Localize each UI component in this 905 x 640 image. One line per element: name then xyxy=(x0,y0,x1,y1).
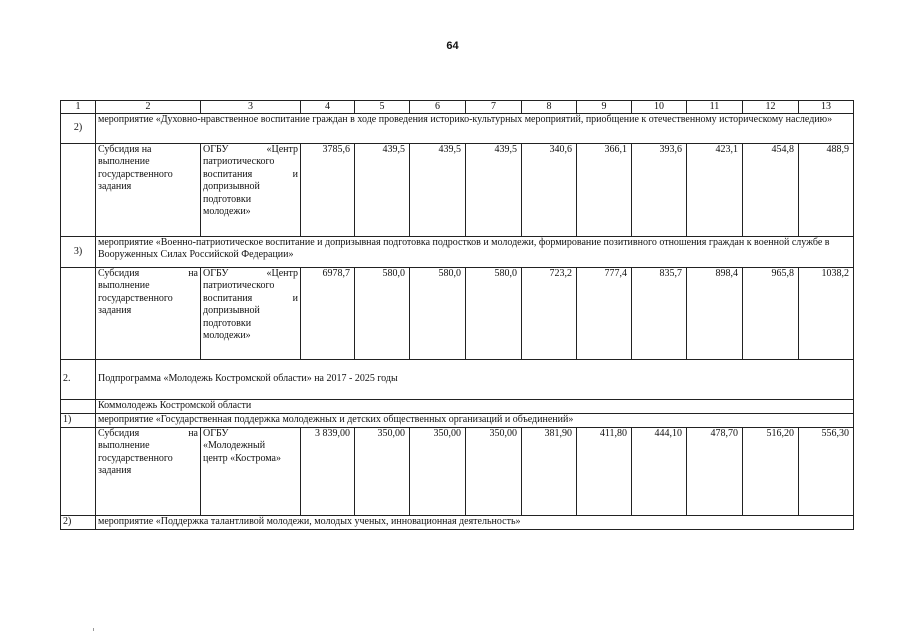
value-cell: 580,0 xyxy=(410,268,466,360)
value-cell: 439,5 xyxy=(466,144,522,237)
column-header: 8 xyxy=(522,101,577,114)
value-cell: 454,8 xyxy=(743,144,799,237)
value-cell: 777,4 xyxy=(577,268,632,360)
column-header: 2 xyxy=(96,101,201,114)
section-index: 2. xyxy=(61,360,96,400)
agency-row xyxy=(61,400,854,414)
value-cell: 723,2 xyxy=(522,268,577,360)
section-title-row xyxy=(61,237,854,268)
page-number: 64 xyxy=(446,40,459,52)
value-cell: 350,00 xyxy=(355,428,410,516)
organization-cell xyxy=(201,268,301,360)
section-title: мероприятие «Военно-патриотическое воспитание и допризывная подготовка подростков и молодежи, формирование позитивного отношения граждан к военной службе в Вооруженных Силах Российской Федерации» xyxy=(96,237,854,268)
section-title: мероприятие «Поддержка талантливой молодежи, молодых ученых, инновационная деятельность» xyxy=(96,516,854,530)
subsidy-line: государственного xyxy=(98,292,173,304)
value-cell: 580,0 xyxy=(355,268,410,360)
subsidy-cell xyxy=(96,144,201,237)
value-cell: 350,00 xyxy=(466,428,522,516)
section-title: мероприятие «Государственная поддержка молодежных и детских общественных организаций и объединений» xyxy=(96,414,854,428)
value-cell: 444,10 xyxy=(632,428,687,516)
section-title-row xyxy=(61,414,854,428)
organization-cell xyxy=(201,428,301,516)
subsidy-cell xyxy=(96,268,201,360)
value-cell: 488,9 xyxy=(799,144,854,237)
empty-cell xyxy=(61,268,96,360)
column-header: 1 xyxy=(61,101,96,114)
value-cell: 580,0 xyxy=(466,268,522,360)
column-header: 11 xyxy=(687,101,743,114)
scan-speck xyxy=(93,628,94,631)
value-cell: 1038,2 xyxy=(799,268,854,360)
value-cell: 411,80 xyxy=(577,428,632,516)
value-cell: 340,6 xyxy=(522,144,577,237)
table-row xyxy=(61,268,854,360)
agency-name: Коммолодежь Костромской области xyxy=(96,400,854,414)
value-cell: 3 839,00 xyxy=(301,428,355,516)
value-cell: 350,00 xyxy=(410,428,466,516)
org-line: ОГБУ «Центр xyxy=(203,268,298,279)
table-row xyxy=(61,428,854,516)
column-header: 6 xyxy=(410,101,466,114)
value-cell: 965,8 xyxy=(743,268,799,360)
organization-cell xyxy=(201,144,301,237)
section-title-row xyxy=(61,114,854,144)
empty-cell xyxy=(61,144,96,237)
org-line: центр «Кострома» xyxy=(203,452,281,464)
column-header: 5 xyxy=(355,101,410,114)
subsidy-line: выполнение xyxy=(98,156,150,168)
org-line: подготовки xyxy=(203,193,252,205)
org-line: воспитания и xyxy=(203,168,298,180)
column-header: 4 xyxy=(301,101,355,114)
org-line: воспитания и xyxy=(203,292,298,304)
column-header: 9 xyxy=(577,101,632,114)
subsidy-line: государственного xyxy=(98,168,173,180)
org-line: ОГБУ «Центр xyxy=(203,144,298,155)
column-header-row xyxy=(61,101,854,114)
subsidy-line: выполнение xyxy=(98,440,150,452)
org-line: патриотического xyxy=(203,280,275,292)
org-line: допризывной xyxy=(203,305,260,317)
subsidy-line: задания xyxy=(98,305,132,317)
value-cell: 516,20 xyxy=(743,428,799,516)
value-cell: 439,5 xyxy=(355,144,410,237)
value-cell: 423,1 xyxy=(687,144,743,237)
value-cell: 3785,6 xyxy=(301,144,355,237)
subsidy-line: Субсидия на xyxy=(98,428,198,439)
value-cell: 898,4 xyxy=(687,268,743,360)
budget-table xyxy=(60,100,854,530)
column-header: 7 xyxy=(466,101,522,114)
table-row xyxy=(61,144,854,237)
org-line: молодежи» xyxy=(203,206,251,218)
value-cell: 835,7 xyxy=(632,268,687,360)
org-line: подготовки xyxy=(203,317,252,329)
subsidy-line: Субсидия на xyxy=(98,144,152,155)
subsidy-line: Субсидия на xyxy=(98,268,198,279)
subprogram-title: Подпрограмма «Молодежь Костромской области» на 2017 - 2025 годы xyxy=(96,360,854,400)
value-cell: 6978,7 xyxy=(301,268,355,360)
subsidy-line: государственного xyxy=(98,452,173,464)
column-header: 10 xyxy=(632,101,687,114)
section-index: 3) xyxy=(61,237,96,268)
subsidy-line: задания xyxy=(98,181,132,193)
value-cell: 366,1 xyxy=(577,144,632,237)
value-cell: 381,90 xyxy=(522,428,577,516)
value-cell: 439,5 xyxy=(410,144,466,237)
section-index: 1) xyxy=(61,414,96,428)
empty-cell xyxy=(61,400,96,414)
column-header: 13 xyxy=(799,101,854,114)
section-title: мероприятие «Духовно-нравственное воспитание граждан в ходе проведения историко-культурных мероприятий, приобщение к отечественному историческому наследию» xyxy=(96,114,854,144)
value-cell: 556,30 xyxy=(799,428,854,516)
org-line: «Молодежный xyxy=(203,440,266,452)
value-cell: 478,70 xyxy=(687,428,743,516)
subsidy-line: задания xyxy=(98,465,132,477)
column-header: 12 xyxy=(743,101,799,114)
value-cell: 393,6 xyxy=(632,144,687,237)
org-line: патриотического xyxy=(203,156,275,168)
subsidy-line: выполнение xyxy=(98,280,150,292)
empty-cell xyxy=(61,428,96,516)
section-title-row xyxy=(61,516,854,530)
column-header: 3 xyxy=(201,101,301,114)
org-line: допризывной xyxy=(203,181,260,193)
subprogram-row xyxy=(61,360,854,400)
org-line: молодежи» xyxy=(203,330,251,342)
section-index: 2) xyxy=(61,516,96,530)
org-line: ОГБУ xyxy=(203,428,229,439)
subsidy-cell xyxy=(96,428,201,516)
section-index: 2) xyxy=(61,114,96,144)
